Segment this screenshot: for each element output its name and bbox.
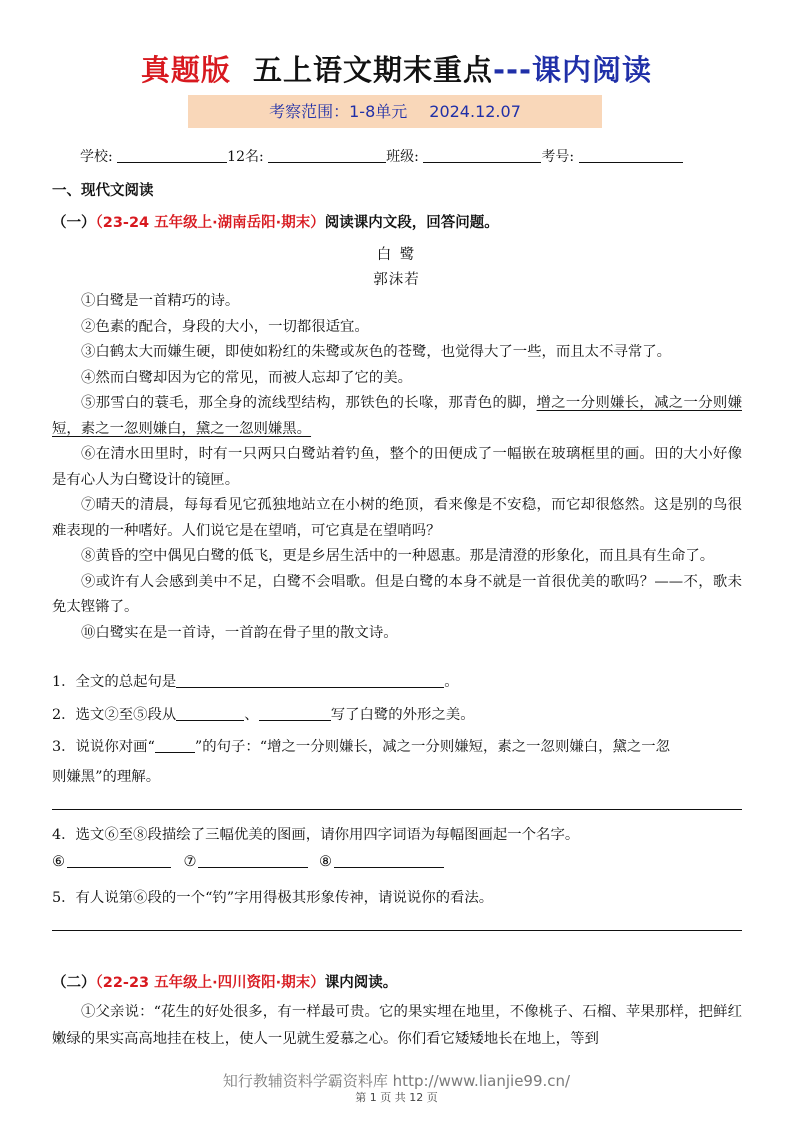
question-4-answer-field-6[interactable] [67, 854, 171, 868]
paragraph-9: ⑨或许有人会感到美中不足，白鹭不会唱歌。但是白鹭的本身不就是一首很优美的歌吗？——不，歌未免太铿锵了。 [52, 573, 742, 615]
question-4-label-8: ⑧ [318, 854, 332, 870]
student-info-line [80, 146, 740, 166]
scope-range: 考察范围：1-8单元 [269, 102, 408, 121]
part2-paragraph-1: ①父亲说：“花生的好处很多，有一样最可贵。它的果实埋在地里，不像桃子、石榴、苹果那样，把鲜红嫩绿的果实高高地挂在枝上，使人一见就生爱慕之心。你们看它矮矮地长在地上，等到 [52, 1004, 742, 1047]
question-1 [52, 670, 742, 691]
section-heading: 一、现代文阅读 [52, 183, 154, 199]
class-field[interactable] [423, 149, 541, 163]
question-4-answer-field-8[interactable] [334, 854, 444, 868]
paragraph-6: ⑥在清水田里时，时有一只两只白鹭站着钓鱼，整个的田便成了一幅嵌在玻璃框里的画。田的大小好像是有心人为白鹭设计的镜匣。 [52, 446, 742, 488]
part2-heading [52, 971, 397, 992]
question-1-text: 1．全文的总起句是 [52, 674, 177, 690]
part1-prefix: （一） [52, 215, 96, 231]
part2-source: （22-23 五年级上·四川资阳·期末） [95, 975, 325, 991]
question-3-text: 3．说说你对画“ [52, 739, 155, 755]
page-number: 第 1 页 共 12 页 [355, 1091, 438, 1104]
question-3-line2: 则嫌黑”的理解。 [52, 769, 161, 785]
title-main: 五上语文期末重点 [252, 53, 493, 87]
question-5: 5．有人说第⑥段的一个“钓”字用得极其形象传神，请说说你的看法。 [52, 890, 494, 906]
number-field[interactable] [579, 149, 683, 163]
question-2 [52, 703, 742, 724]
question-5-answer-line[interactable] [52, 930, 742, 931]
part2-passage [52, 999, 742, 1053]
class-label: 班级: [386, 149, 419, 165]
part1-source: （23-24 五年级上·湖南岳阳·期末） [95, 215, 325, 231]
part1-heading [52, 211, 499, 232]
question-3-answer-line[interactable] [52, 809, 742, 810]
name-field[interactable] [268, 149, 386, 163]
question-2-answer-field-1[interactable] [176, 707, 244, 721]
school-label: 学校: [80, 149, 113, 165]
question-4-label-7: ⑦ [183, 854, 197, 870]
paragraph-5 [52, 391, 742, 442]
passage-body [52, 289, 742, 646]
paragraph-4: ④然而白鹭却因为它的常见，而被人忘却了它的美。 [81, 369, 412, 386]
question-4: 4．选文⑥至⑧段描绘了三幅优美的图画，请你用四字词语为每幅图画起一个名字。 [52, 827, 580, 843]
paragraph-5-underlined: 增之一分则嫌长，减之一分则嫌短，素之一忽则嫌白，黛之一忽则嫌黑。 [52, 395, 742, 437]
question-4-label-6: ⑥ [52, 854, 65, 870]
title-edition: 真题版 [140, 53, 231, 87]
footer-watermark: 知行教辅资料学霸资料库 http://www.lianjie99.cn/ [222, 1072, 571, 1090]
paragraph-3: ③白鹤太大而嫌生硬，即使如粉红的朱鹭或灰色的苍鹭，也觉得大了一些，而且太不寻常了。 [81, 344, 672, 360]
title-topic: ---课内阅读 [492, 53, 653, 87]
name-label: 12名: [227, 149, 264, 165]
school-field[interactable] [117, 149, 227, 163]
paragraph-2: ②色素的配合，身段的大小，一切都很适宜。 [81, 318, 369, 335]
part1-instruction: 阅读课内文段，回答问题。 [324, 215, 499, 231]
question-2-suffix: 写了白鹭的外形之美。 [330, 707, 475, 723]
question-2-answer-field-2[interactable] [259, 707, 331, 721]
part2-prefix: （二） [52, 975, 96, 991]
question-1-end: 。 [444, 674, 459, 690]
question-3 [52, 735, 742, 756]
document-title [0, 48, 793, 89]
question-4-answers [52, 854, 742, 870]
paragraph-5-lead: ⑤那雪白的蓑毛，那全身的流线型结构，那铁色的长喙，那青色的脚， [81, 395, 537, 411]
question-3-quote: ”的句子：“增之一分则嫌长，减之一分则嫌短，素之一忽则嫌白，黛之一忽 [194, 739, 671, 755]
passage-title: 白 鹭 [376, 247, 417, 263]
paragraph-10: ⑩白鹭实在是一首诗，一首韵在骨子里的散文诗。 [81, 624, 398, 641]
paragraph-7: ⑦晴天的清晨，每每看见它孤独地站立在小树的绝顶，看来像是不安稳，而它却很悠然。这是别的鸟很难表现的一种嗜好。人们说它是在望哨，可它真是在望哨吗？ [52, 497, 742, 539]
scope-date: 2024.12.07 [429, 102, 521, 121]
passage-author: 郭沫若 [373, 272, 420, 288]
paragraph-1: ①白鹭是一首精巧的诗。 [81, 293, 240, 309]
question-2-sep: 、 [244, 707, 259, 723]
question-3-answer-field[interactable] [155, 739, 195, 753]
question-4-answer-field-7[interactable] [198, 854, 308, 868]
part2-instruction: 课内阅读。 [324, 975, 398, 991]
paragraph-8: ⑧黄昏的空中偶见白鹭的低飞，更是乡居生活中的一种恩惠。那是清澄的形象化，而且具有生命了。 [81, 548, 715, 564]
scope-banner [188, 95, 602, 128]
number-label: 考号: [541, 149, 575, 165]
question-2-text: 2．选文②至⑤段从 [52, 707, 177, 723]
question-1-answer-field[interactable] [176, 674, 444, 688]
